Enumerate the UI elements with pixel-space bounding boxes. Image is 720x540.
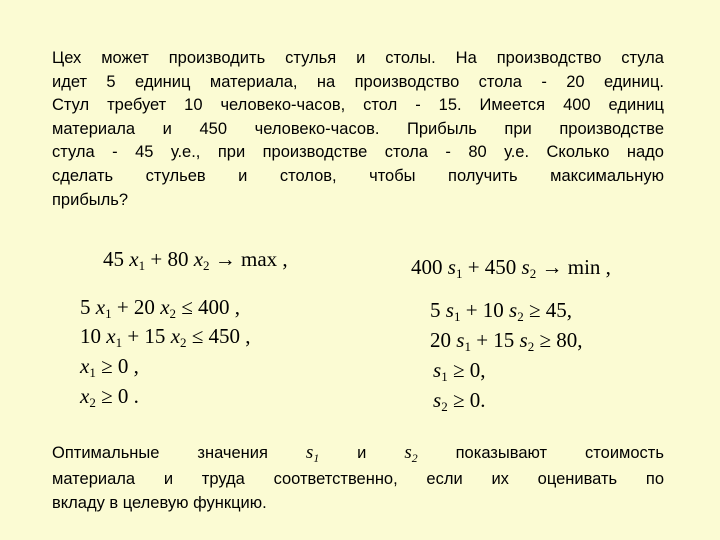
- equation-term: и: [357, 444, 367, 462]
- equation-term: ≥ 0,: [447, 358, 486, 382]
- equation-term: s: [447, 255, 456, 279]
- equation-term: → min ,: [541, 255, 611, 279]
- equation-term: x: [80, 354, 90, 378]
- primal-constraint: [80, 382, 139, 413]
- index-subscript: 2: [203, 257, 210, 273]
- primal-constraint: [80, 322, 251, 353]
- equation-term: x: [129, 247, 139, 271]
- index-subscript: 1: [115, 334, 123, 350]
- dual-constraint: [430, 296, 572, 327]
- equation-term: ≥ 0.: [447, 388, 486, 412]
- equation-term: ≤ 450 ,: [186, 324, 251, 348]
- equation-term: ≤ 400 ,: [176, 295, 241, 319]
- conclusion-line: вкладу в целевую функцию.: [52, 494, 267, 512]
- equation-term: x: [170, 324, 181, 348]
- dual-constraint: [430, 326, 583, 357]
- equation-term: +: [150, 247, 163, 271]
- equation-term: s: [433, 388, 442, 412]
- index-subscript: 1: [453, 308, 461, 324]
- problem-line: идет 5 единиц материала, на производство стола - 20 единиц.: [52, 72, 664, 91]
- equation-term: 400: [411, 255, 443, 279]
- equation-term: x: [106, 324, 116, 348]
- index-subscript: 2: [527, 338, 535, 354]
- equation-term: s: [305, 442, 314, 463]
- problem-line: сделать стульев и столов, чтобы получить максимальную: [52, 166, 664, 185]
- equation-term: 45: [103, 247, 124, 271]
- dual-constraint: [433, 386, 485, 417]
- equation-term: ≥ 80,: [534, 328, 583, 352]
- equation-term: ≥ 45,: [523, 298, 573, 322]
- equation-term: 80: [167, 247, 189, 271]
- conclusion-line: материала и труда соответственно, если их оценивать по: [52, 470, 664, 488]
- index-subscript: 2: [517, 308, 524, 324]
- primal-constraint: [80, 293, 240, 324]
- index-subscript: 2: [411, 451, 418, 465]
- conclusion: [52, 441, 664, 515]
- problem-line: стула - 45 у.е., при производстве стола - 80 у.е. Сколько надо: [52, 143, 664, 162]
- problem-statement: [52, 47, 664, 212]
- index-subscript: 2: [180, 334, 187, 350]
- index-subscript: 2: [529, 265, 537, 281]
- equation-term: 450: [484, 255, 517, 279]
- equation-term: 5: [80, 295, 96, 319]
- equation-term: s: [404, 442, 412, 463]
- index-subscript: 1: [89, 364, 96, 380]
- equation-term: 10: [80, 324, 107, 348]
- equation-term: → max ,: [214, 247, 288, 271]
- equation-term: + 15: [122, 324, 171, 348]
- equation-term: + 20: [111, 295, 161, 319]
- equation-term: s: [509, 298, 518, 322]
- problem-line: материала и 450 человеко-часов. Прибыль при производстве: [52, 119, 664, 138]
- index-subscript: 1: [464, 338, 471, 354]
- equation-term: ≥ 0 .: [95, 384, 139, 408]
- index-subscript: 1: [455, 265, 463, 281]
- equation-term: s: [433, 358, 442, 382]
- equation-term: + 15: [470, 328, 520, 352]
- index-subscript: 1: [313, 451, 320, 465]
- equation-term: s: [456, 328, 465, 352]
- equation-term: показывают стоимость: [455, 444, 664, 462]
- dual-constraint: [433, 356, 485, 387]
- problem-line: Цех может производить стулья и столы. На производство стула: [52, 49, 664, 67]
- equation-term: Оптимальные значения: [52, 444, 268, 462]
- dual-objective: [411, 253, 611, 284]
- index-subscript: 1: [138, 257, 146, 273]
- equation-term: x: [95, 295, 106, 319]
- index-subscript: 1: [441, 368, 448, 384]
- equation-term: + 10: [460, 298, 510, 322]
- primal-constraint: [80, 352, 139, 383]
- problem-line: прибыль?: [52, 190, 129, 209]
- index-subscript: 2: [89, 394, 96, 410]
- problem-line: Стул требует 10 человеко-часов, стол - 15. Имеется 400 единиц: [52, 96, 664, 115]
- equation-term: ≥ 0 ,: [95, 354, 139, 378]
- primal-objective: [103, 245, 288, 276]
- equation-term: s: [521, 255, 530, 279]
- equation-term: x: [80, 384, 90, 408]
- conclusion-line: [52, 441, 664, 467]
- equation-term: x: [193, 247, 204, 271]
- equation-term: s: [519, 328, 528, 352]
- equation-term: s: [445, 298, 454, 322]
- equation-term: x: [160, 295, 170, 319]
- equation-term: 20: [430, 328, 457, 352]
- index-subscript: 1: [105, 305, 112, 321]
- equation-term: 5: [430, 298, 446, 322]
- index-subscript: 2: [441, 398, 448, 414]
- index-subscript: 2: [169, 305, 177, 321]
- equation-term: +: [467, 255, 480, 279]
